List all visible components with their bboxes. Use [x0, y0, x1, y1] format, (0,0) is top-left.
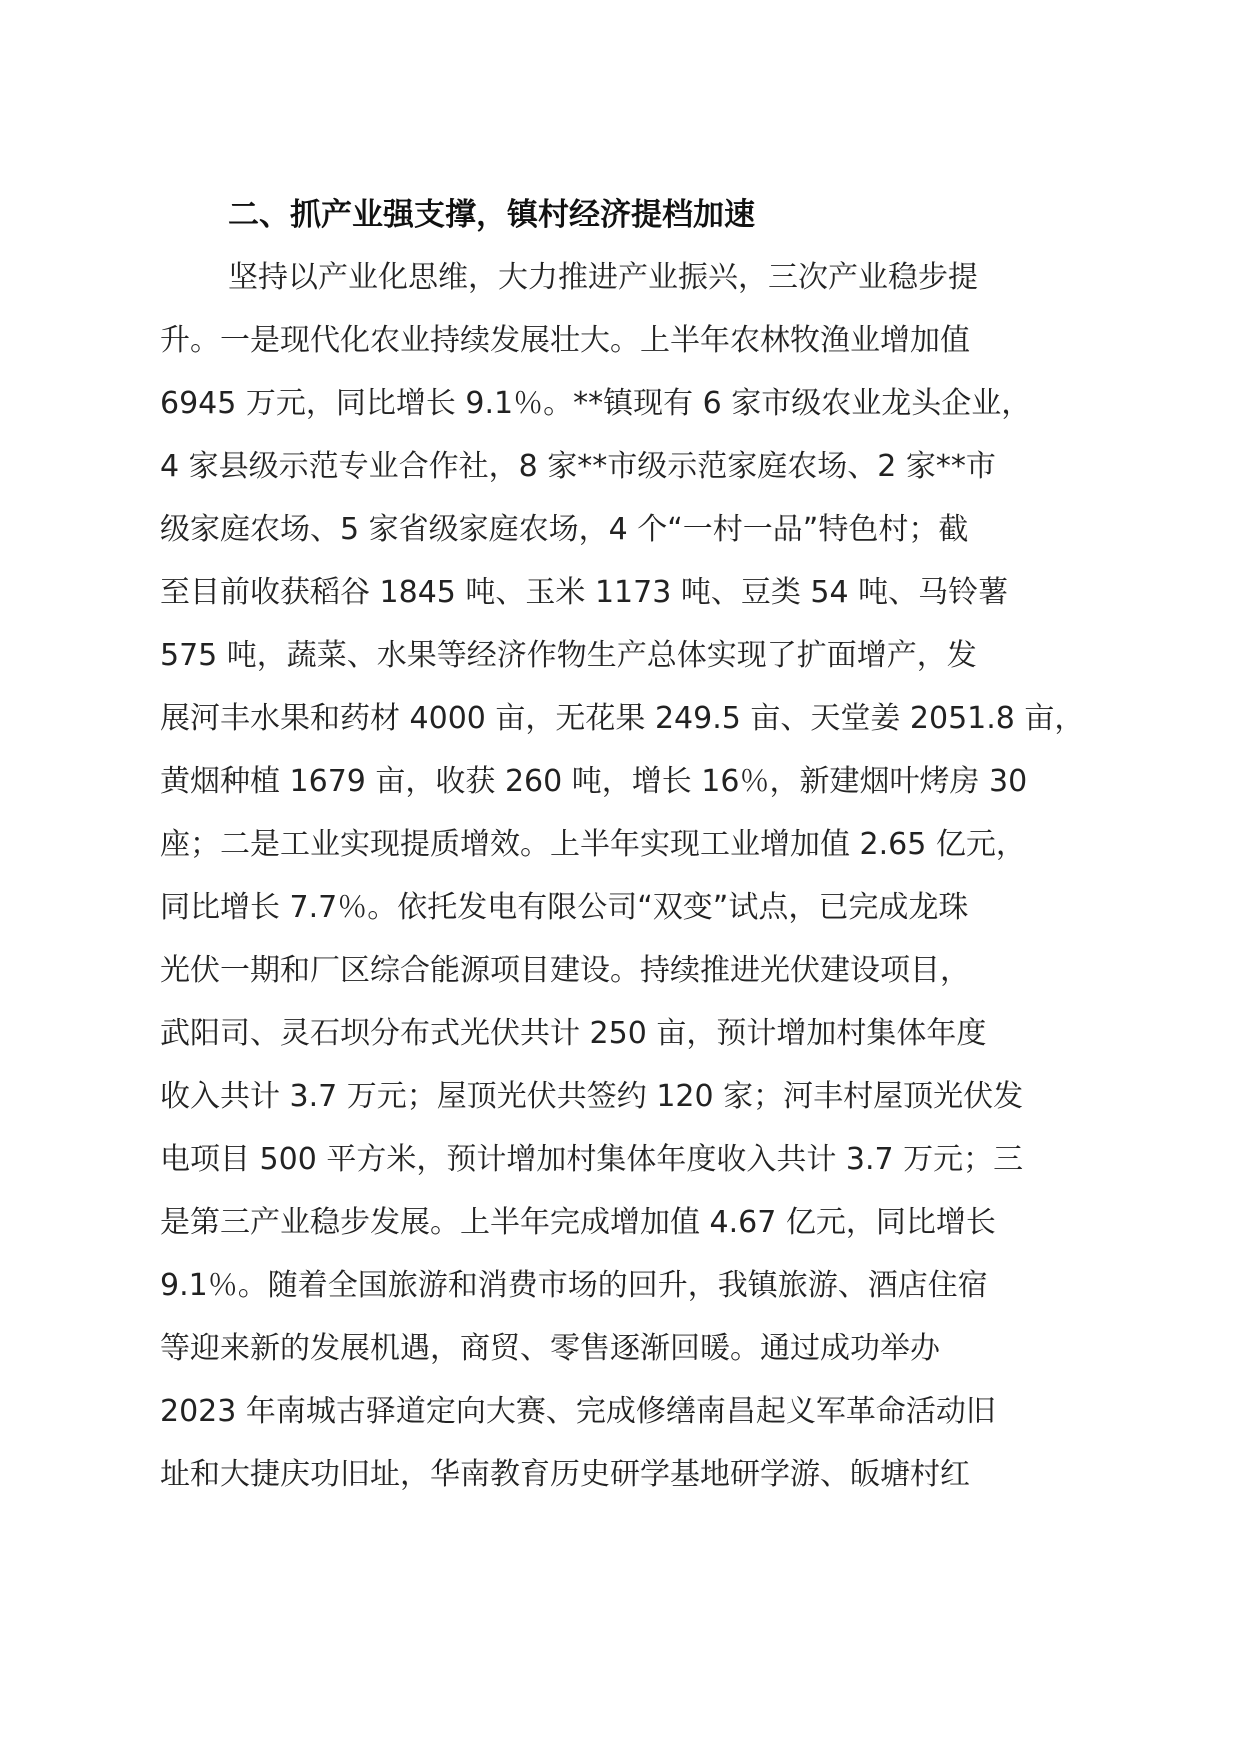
paragraph-line: 电项目 500 平方米，预计增加村集体年度收入共计 3.7 万元；三 — [160, 1142, 1024, 1177]
paragraph-line: 同比增长 7.7％。依托发电有限公司“双变”试点，已完成龙珠 — [160, 890, 969, 925]
paragraph-line: 4 家县级示范专业合作社，8 家**市级示范家庭农场、2 家**市 — [160, 449, 996, 484]
paragraph-line: 黄烟种植 1679 亩，收获 260 吨，增长 16％，新建烟叶烤房 30 — [160, 764, 1028, 799]
paragraph-line: 坚持以产业化思维，大力推进产业振兴，三次产业稳步提 — [228, 260, 978, 295]
paragraph-line: 等迎来新的发展机遇，商贸、零售逐渐回暖。通过成功举办 — [160, 1331, 940, 1366]
section-heading: 二、抓产业强支撑，镇村经济提档加速 — [228, 197, 755, 233]
paragraph-line: 是第三产业稳步发展。上半年完成增加值 4.67 亿元，同比增长 — [160, 1205, 996, 1240]
paragraph-line: 址和大捷庆功旧址，华南教育历史研学基地研学游、皈塘村红 — [160, 1457, 970, 1492]
paragraph-line: 575 吨，蔬菜、水果等经济作物生产总体实现了扩面增产，发 — [160, 638, 977, 673]
paragraph-line: 光伏一期和厂区综合能源项目建设。持续推进光伏建设项目， — [160, 953, 970, 988]
paragraph-line: 武阳司、灵石坝分布式光伏共计 250 亩，预计增加村集体年度 — [160, 1016, 987, 1051]
paragraph-line: 升。一是现代化农业持续发展壮大。上半年农林牧渔业增加值 — [160, 323, 970, 358]
paragraph-line: 收入共计 3.7 万元；屋顶光伏共签约 120 家；河丰村屋顶光伏发 — [160, 1079, 1024, 1114]
paragraph-line: 级家庭农场、5 家省级家庭农场，4 个“一村一品”特色村；截 — [160, 512, 969, 547]
paragraph-line: 至目前收获稻谷 1845 吨、玉米 1173 吨、豆类 54 吨、马铃薯 — [160, 575, 1009, 610]
paragraph-line: 座；二是工业实现提质增效。上半年实现工业增加值 2.65 亿元， — [160, 827, 1026, 862]
paragraph-line: 2023 年南城古驿道定向大赛、完成修缮南昌起义军革命活动旧 — [160, 1394, 996, 1429]
paragraph-line: 9.1％。随着全国旅游和消费市场的回升，我镇旅游、酒店住宿 — [160, 1268, 988, 1303]
paragraph-line: 展河丰水果和药材 4000 亩，无花果 249.5 亩、天堂姜 2051.8 亩， — [160, 701, 1085, 736]
paragraph-line: 6945 万元，同比增长 9.1％。**镇现有 6 家市级农业龙头企业， — [160, 386, 1032, 421]
